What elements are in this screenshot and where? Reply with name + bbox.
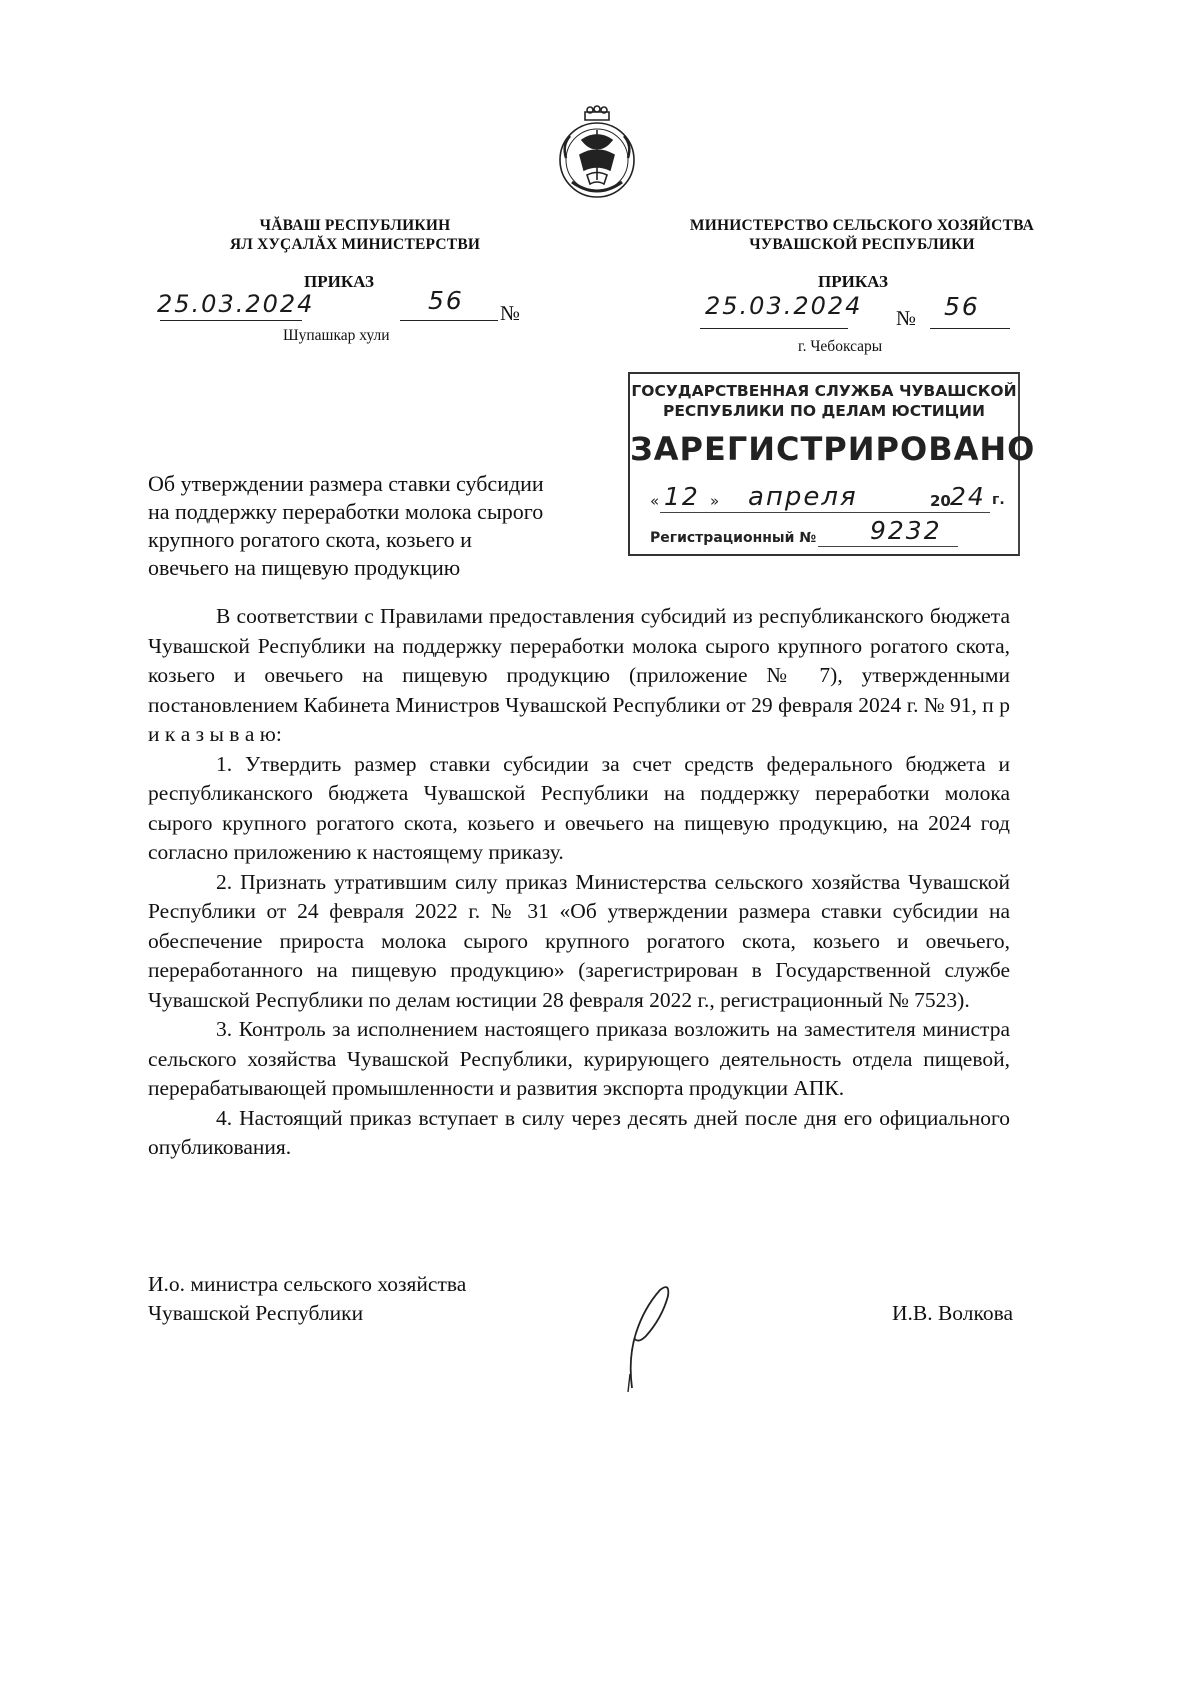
- stamp-status: ЗАРЕГИСТРИРОВАНО: [630, 430, 1036, 468]
- stamp-reg-number: 9232: [870, 516, 942, 545]
- header-left-no-sign: №: [500, 301, 521, 325]
- title-line1: Об утверждении размера ставки субсидии: [148, 471, 544, 496]
- stamp-line2: РЕСПУБЛИКИ ПО ДЕЛАМ ЮСТИЦИИ: [662, 402, 985, 420]
- body-intro: В соответствии с Правилами предоставления субсидий из республиканского бюджета Чувашской Республики на поддержку переработки молока сырого крупного рогатого скота, козьего и овечьего на пищевую продукцию (приложение № 7), утвержденными постановлением Кабинета Министров Чувашской Республики от 29 февраля 2024 г. № 91, п р и к а з ы в а ю:: [148, 604, 1010, 746]
- stamp-quote-open: «: [650, 492, 660, 510]
- header-left-doc-type: ПРИКАЗ: [304, 272, 374, 291]
- stamp-day: 12: [664, 482, 700, 511]
- title-line4: овечьего на пищевую продукцию: [148, 555, 461, 580]
- header-right-number-line: [930, 328, 1010, 329]
- body-item-3: 3. Контроль за исполнением настоящего приказа возложить на заместителя министра сельского хозяйства Чувашской Республики, курирующего деятельность отдела пищевой, перерабатывающей промышленности и развития экспорта продукции АПК.: [148, 1017, 1010, 1100]
- stamp-reg-label: Регистрационный №: [650, 530, 817, 546]
- stamp-reg-row: [650, 516, 1010, 550]
- header-left-line1: ЧĂВАШ РЕСПУБЛИКИН: [259, 217, 451, 234]
- header-left-city: Шупашкар хули: [283, 327, 390, 344]
- body-item-2: 2. Признать утратившим силу приказ Министерства сельского хозяйства Чувашской Республики от 24 февраля 2022 г. № 31 «Об утверждении размера ставки субсидии на обеспечение прироста молока сырого крупного рогатого скота, козьего и овечьего, переработанного на пищевую продукцию» (зарегистрирован в Государственной службе Чувашской Республики по делам юстиции 28 февраля 2022 г., регистрационный № 7523).: [148, 869, 1010, 1012]
- registration-stamp: [628, 372, 1036, 556]
- header-right-line1: МИНИСТЕРСТВО СЕЛЬСКОГО ХОЗЯЙСТВА: [689, 217, 1035, 234]
- document-title: [148, 470, 608, 582]
- stamp-year-prefix: 20: [930, 492, 951, 510]
- stamp-date-underline: [660, 512, 990, 513]
- header-right-date: 25.03.2024: [705, 292, 863, 320]
- header-right: [662, 216, 1062, 254]
- handwritten-signature-icon: [608, 1278, 688, 1398]
- header-right-number: 56: [944, 292, 980, 321]
- signature-position-line1: И.о. министра сельского хозяйства: [148, 1272, 467, 1296]
- header-right-no-sign: №: [896, 306, 917, 330]
- header-left-number: 56: [428, 286, 464, 315]
- chuvashia-coat-of-arms-icon: [552, 100, 642, 200]
- signature-name: И.В. Волкова: [891, 1301, 1013, 1325]
- stamp-reg-underline: [818, 546, 958, 547]
- header-left-date-line: [160, 320, 302, 321]
- header-right-doc-type: ПРИКАЗ: [818, 272, 888, 291]
- stamp-year: 24: [950, 482, 986, 511]
- body-item-1: 1. Утвердить размер ставки субсидии за счет средств федерального бюджета и республиканского бюджета Чувашской Республики на поддержку переработки молока сырого крупного рогатого скота, козьего и овечьего на пищевую продукцию, на 2024 год согласно приложению к настоящему приказу.: [148, 751, 1010, 864]
- stamp-year-suffix: г.: [992, 492, 1005, 508]
- title-line2: на поддержку переработки молока сырого: [148, 499, 544, 524]
- stamp-month: апреля: [748, 482, 858, 512]
- header-left-date: 25.03.2024: [157, 290, 315, 318]
- header-right-city: г. Чебоксары: [798, 338, 883, 355]
- stamp-date-row: [650, 482, 1010, 516]
- header-left: [190, 216, 520, 254]
- signature-position: [148, 1270, 608, 1328]
- header-right-date-line: [700, 328, 848, 329]
- header-left-line2: ЯЛ ХУҪАЛĂХ МИНИСТЕРСТВИ: [229, 236, 481, 253]
- stamp-quote-close: »: [710, 492, 720, 510]
- body-item-4: 4. Настоящий приказ вступает в силу через десять дней после дня его официального опубликования.: [148, 1105, 1010, 1159]
- document-body: [148, 602, 1010, 1163]
- stamp-line1: ГОСУДАРСТВЕННАЯ СЛУЖБА ЧУВАШСКОЙ: [631, 382, 1017, 400]
- signature-position-line2: Чувашской Республики: [148, 1301, 364, 1325]
- header-left-number-line: [400, 320, 498, 321]
- title-line3: крупного рогатого скота, козьего и: [148, 527, 472, 552]
- header-right-line2: ЧУВАШСКОЙ РЕСПУБЛИКИ: [749, 236, 975, 253]
